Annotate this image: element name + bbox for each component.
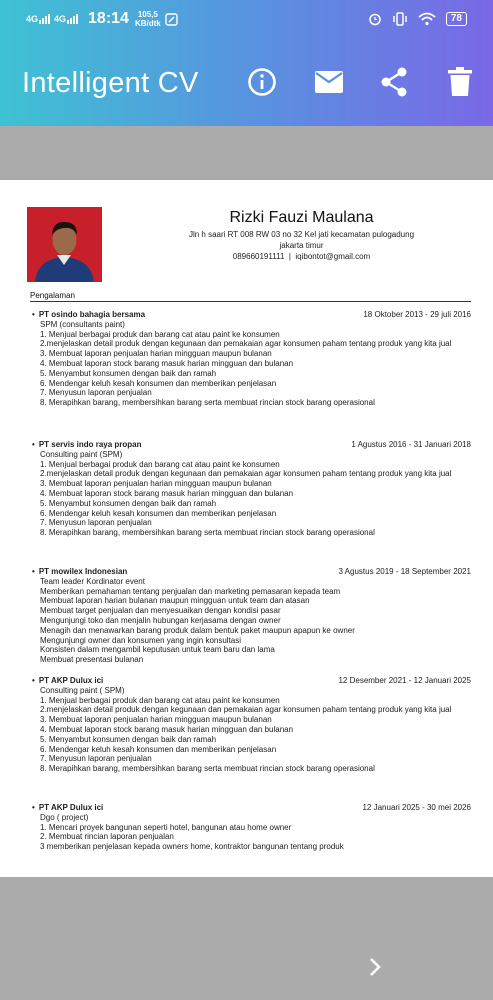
mail-button[interactable] bbox=[313, 66, 345, 98]
job-dates: 12 Desember 2021 - 12 Januari 2025 bbox=[338, 676, 471, 685]
job-duty: 6. Mendengar keluh kesah konsumen dan memberikan penjelasan bbox=[40, 508, 277, 518]
cv-email: iqibontot@gmail.com bbox=[295, 252, 371, 261]
info-button[interactable] bbox=[246, 66, 278, 98]
signal-icon-2: 4G bbox=[54, 14, 78, 24]
clock: 18:14 bbox=[88, 10, 129, 27]
job-company: • PT AKP Dulux ici bbox=[32, 676, 338, 686]
job-company: • PT AKP Dulux ici bbox=[32, 803, 362, 813]
job-duty: 2.menjelaskan detail produk dengan kegunaan dan pemakaian agar konsumen paham tentang produk yang kita jual bbox=[40, 705, 452, 715]
job-duty: 1. Menjual berbagai produk dan barang cat atau paint ke konsumen bbox=[40, 459, 280, 469]
profile-photo bbox=[27, 207, 102, 282]
job-duty: Konsisten dalam mengambil keputusan untuk team baru dan lama bbox=[40, 645, 275, 655]
job-position: Dgo ( project) bbox=[40, 812, 89, 822]
job-duty: 3. Membuat laporan penjualan harian mingguan maupun bulanan bbox=[40, 479, 272, 489]
section-title: Pengalaman bbox=[30, 291, 75, 300]
job-duty: 5. Menyambut konsumen dengan baik dan ramah bbox=[40, 734, 217, 744]
screenshot-icon bbox=[165, 13, 178, 26]
job-duty: 4. Membuat laporan stock barang masuk harian mingguan dan bulanan bbox=[40, 488, 294, 498]
job-duty: 6. Mendengar keluh kesah konsumen dan memberikan penjelasan bbox=[40, 744, 277, 754]
wifi-icon bbox=[418, 12, 436, 26]
job-header bbox=[32, 676, 471, 686]
status-bar bbox=[26, 8, 467, 30]
job-position: Consulting paint (SPM) bbox=[40, 449, 123, 459]
job-duty: Menagih dan menawarkan barang produk dalam bentuk paket maupun apapun ke owner bbox=[40, 625, 355, 635]
cv-contact bbox=[110, 252, 493, 261]
job-duty: 3 memberikan penjelasan kepada owners home, kontraktor bangunan tentang produk bbox=[40, 842, 344, 852]
chevron-right-icon bbox=[368, 957, 382, 977]
job-duty: 8. Merapihkan barang, membersihkan barang serta membuat rincian stock barang operasional bbox=[40, 764, 375, 774]
battery-indicator: 78 bbox=[446, 12, 467, 26]
job-dates: 1 Agustus 2016 - 31 Januari 2018 bbox=[351, 440, 471, 449]
app-header bbox=[0, 0, 493, 126]
cv-name: Rizki Fauzi Maulana bbox=[229, 209, 374, 226]
job-company: • PT mowilex Indonesian bbox=[32, 567, 338, 577]
job-duty: Membuat target penjualan dan menyesuaikan dengan kondisi pasar bbox=[40, 606, 281, 616]
job-duty: 6. Mendengar keluh kesah konsumen dan memberikan penjelasan bbox=[40, 378, 277, 388]
next-page-button[interactable] bbox=[364, 955, 386, 979]
job-entry bbox=[32, 676, 471, 774]
job-duty: 7. Menyusun laporan penjualan bbox=[40, 388, 152, 398]
job-header bbox=[32, 310, 471, 320]
job-duty: 1. Menjual berbagai produk dan barang cat atau paint ke konsumen bbox=[40, 329, 280, 339]
vibrate-icon bbox=[392, 12, 408, 26]
job-duty: Memberikan pemahaman tentang penjualan dan marketing pemasaran kepada team bbox=[40, 586, 341, 596]
job-entry bbox=[32, 310, 471, 408]
job-duty: 7. Menyusun laporan penjualan bbox=[40, 518, 152, 528]
job-header bbox=[32, 567, 471, 577]
job-duty: 3. Membuat laporan penjualan harian mingguan maupun bulanan bbox=[40, 349, 272, 359]
job-duty: 8. Merapihkan barang, membersihkan barang serta membuat rincian stock barang operasional bbox=[40, 528, 375, 538]
job-duty: 1. Menjual berbagai produk dan barang cat atau paint ke konsumen bbox=[40, 695, 280, 705]
job-duty: 5. Menyambut konsumen dengan baik dan ramah bbox=[40, 368, 217, 378]
job-duty: 1. Mencari proyek bangunan seperti hotel, bangunan atau home owner bbox=[40, 822, 292, 832]
section-divider bbox=[30, 301, 471, 302]
job-duty: 2.menjelaskan detail produk dengan kegunaan dan pemakaian agar konsumen paham tentang produk yang kita jual bbox=[40, 339, 452, 349]
job-entry bbox=[32, 440, 471, 538]
job-duty: 4. Membuat laporan stock barang masuk harian mingguan dan bulanan bbox=[40, 724, 294, 734]
job-duty: Membuat presentasi bulanan bbox=[40, 655, 144, 665]
delete-icon bbox=[448, 67, 472, 97]
job-header bbox=[32, 803, 471, 813]
job-duty: 8. Merapihkan barang, membersihkan barang serta membuat rincian stock barang operasional bbox=[40, 398, 375, 408]
job-entry bbox=[32, 803, 471, 852]
job-entry bbox=[32, 567, 471, 665]
cv-phone: 089660191111 bbox=[232, 252, 285, 261]
job-duty: 2.menjelaskan detail produk dengan kegunaan dan pemakaian agar konsumen paham tentang produk yang kita jual bbox=[40, 469, 452, 479]
job-dates: 3 Agustus 2019 - 18 September 2021 bbox=[338, 567, 471, 576]
job-duty: 2. Membuat rincian laporan penjualan bbox=[40, 832, 174, 842]
job-company: • PT osindo bahagia bersama bbox=[32, 310, 363, 320]
job-duty: 3. Membuat laporan penjualan harian mingguan maupun bulanan bbox=[40, 715, 272, 725]
share-button[interactable] bbox=[378, 66, 410, 98]
job-duty: Mengunjungi owner dan konsumen yang ingin konsultasi bbox=[40, 635, 242, 645]
share-icon bbox=[380, 67, 408, 97]
job-header bbox=[32, 440, 471, 450]
job-position: Team leader Kordinator event bbox=[40, 576, 145, 586]
delete-button[interactable] bbox=[444, 66, 476, 98]
cv-document[interactable] bbox=[0, 180, 493, 877]
job-position: Consulting paint ( SPM) bbox=[40, 685, 125, 695]
cv-address: Jln h saari RT 008 RW 03 no 32 Kel jati kecamatan pulogadung jakarta timur bbox=[188, 230, 415, 250]
job-dates: 12 Januari 2025 - 30 mei 2026 bbox=[362, 803, 471, 812]
job-duty: 7. Menyusun laporan penjualan bbox=[40, 754, 152, 764]
job-dates: 18 Oktober 2013 - 29 juli 2016 bbox=[363, 310, 471, 319]
app-title: Intelligent CV bbox=[22, 67, 199, 99]
job-duty: Membuat laporan harian bulanan maupun mingguan untuk team dan atasan bbox=[40, 596, 310, 606]
alarm-icon bbox=[368, 12, 382, 26]
network-speed: 105,5 KB/dtk bbox=[134, 10, 161, 28]
info-icon bbox=[247, 67, 277, 97]
job-company: • PT servis indo raya propan bbox=[32, 440, 351, 450]
mail-icon bbox=[314, 70, 344, 94]
job-duty: Mengunjungi toko dan menjalin hubungan kerjasama dengan owner bbox=[40, 615, 281, 625]
job-position: SPM (consultants paint) bbox=[40, 319, 125, 329]
signal-icon: 4G bbox=[26, 14, 50, 24]
job-duty: 4. Membuat laporan stock barang masuk harian mingguan dan bulanan bbox=[40, 358, 294, 368]
contact-separator: | bbox=[288, 252, 291, 261]
job-duty: 5. Menyambut konsumen dengan baik dan ramah bbox=[40, 498, 217, 508]
